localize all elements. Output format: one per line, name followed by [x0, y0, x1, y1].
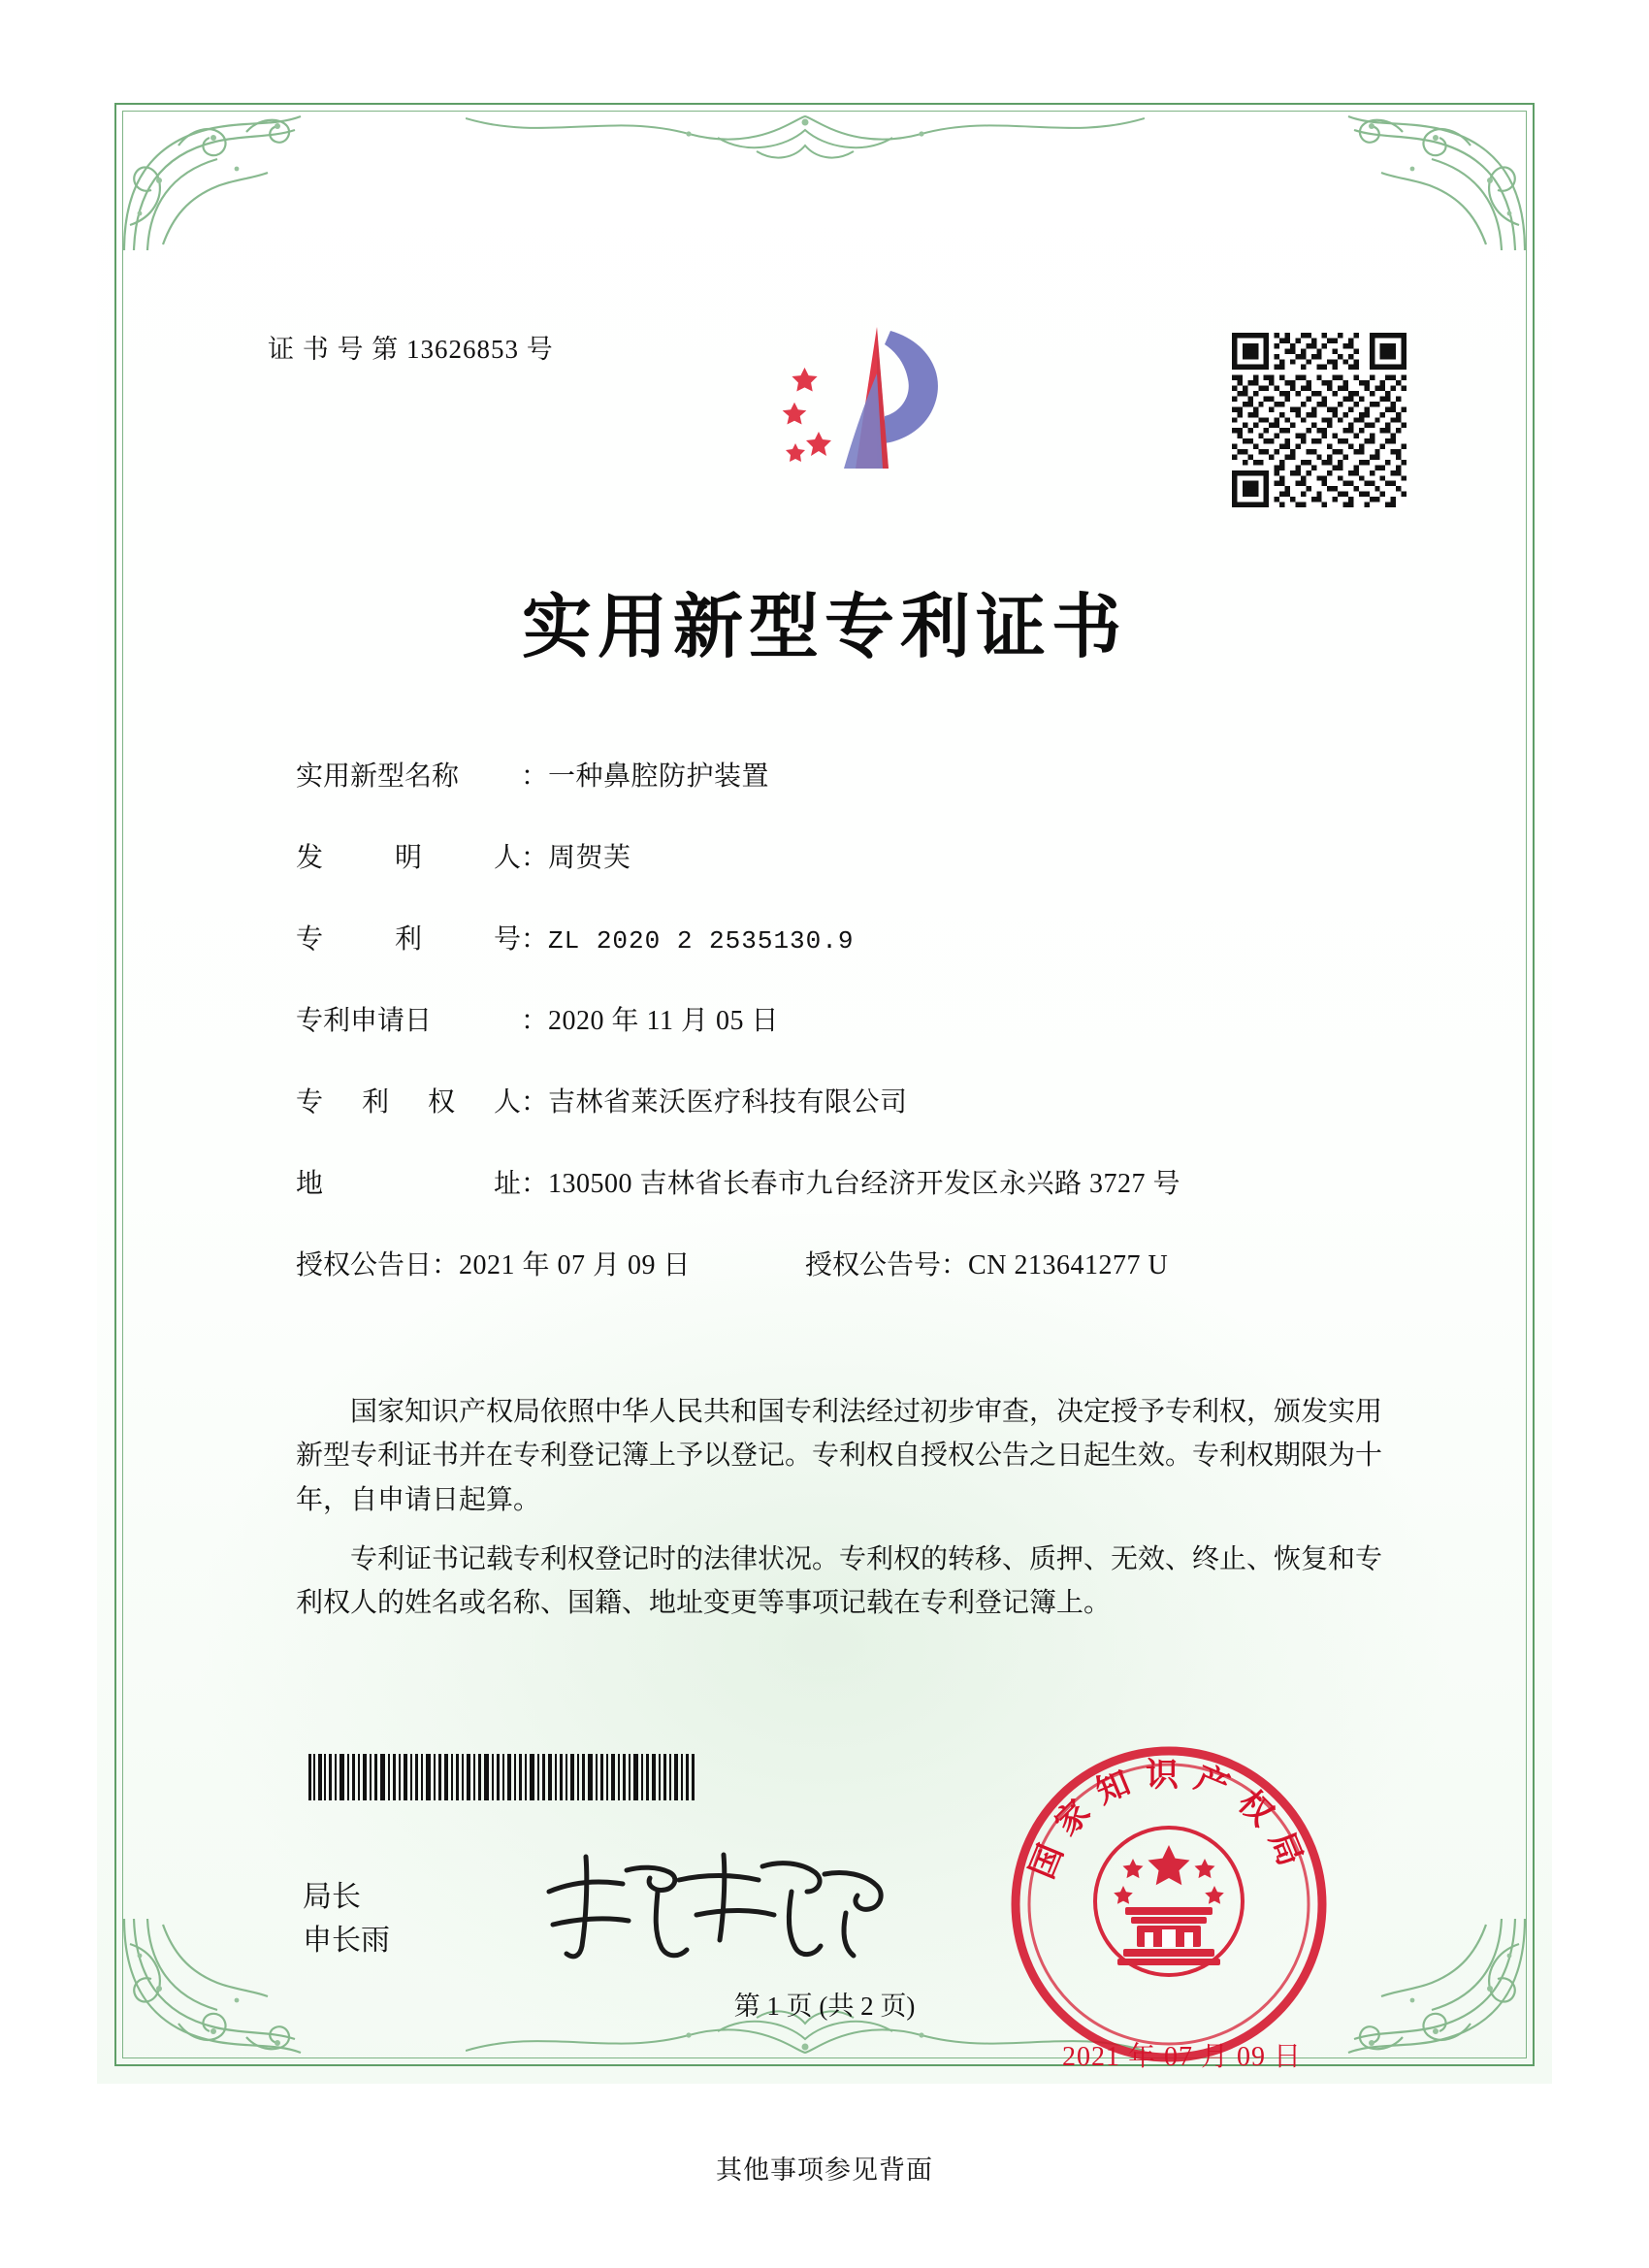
- publication-number-label: 授权公告号：: [805, 1250, 969, 1280]
- field-label: [296, 1162, 521, 1201]
- paragraph-2: 专利证书记载专利权登记时的法律状况。专利权的转移、质押、无效、终止、恢复和专利权人的姓名或名称、国籍、地址变更等事项记载在专利登记簿上。: [296, 1544, 1383, 1619]
- field-address: [296, 1162, 1406, 1201]
- field-inventor: [296, 836, 1406, 875]
- field-separator: ：: [521, 1087, 549, 1118]
- publication-date-value: 2021 年 07 月 09 日: [459, 1250, 692, 1280]
- signature-name: 申长雨: [303, 1925, 390, 1957]
- field-label: [296, 836, 521, 875]
- field-patent-number: [296, 918, 1406, 956]
- label-char: 专: [296, 924, 324, 955]
- page-title: 实用新型专利证书: [521, 585, 1127, 667]
- label-char: 发: [296, 843, 324, 873]
- seal-arc-text: 国家知识产权局: [1022, 1756, 1315, 1885]
- label-char: 明: [394, 843, 422, 873]
- label-char: 地: [296, 1169, 324, 1199]
- field-value-patentee: 吉林省莱沃医疗科技有限公司: [548, 1087, 908, 1118]
- field-value-inventor: 周贺芙: [548, 843, 631, 873]
- field-value-patent-number: ZL 2020 2 2535130.9: [548, 926, 855, 956]
- label-char: 利: [394, 924, 422, 955]
- field-label: [296, 1081, 521, 1119]
- signature-block: [303, 1875, 390, 1962]
- signature-role: 局长: [303, 1881, 361, 1913]
- field-separator: ：: [521, 761, 549, 792]
- field-value-application-date: 2020 年 11 月 05 日: [548, 1006, 779, 1036]
- legal-text: [296, 1390, 1382, 1641]
- below-note: 其他事项参见背面: [716, 2155, 933, 2185]
- barcode-icon: [308, 1754, 696, 1800]
- field-value-utility-model-name: 一种鼻腔防护装置: [548, 761, 770, 792]
- cnipa-logo-icon: [776, 323, 980, 493]
- label-char: 址: [493, 1169, 521, 1199]
- field-publication: [296, 1244, 1406, 1282]
- field-label: [296, 918, 521, 956]
- label-char: 号: [493, 924, 521, 955]
- field-patentee: [296, 1081, 1406, 1119]
- field-value-address: 130500 吉林省长春市九台经济开发区永兴路 3727 号: [548, 1169, 1181, 1199]
- field-separator: ：: [521, 1006, 549, 1036]
- seal-date: 2021 年 07 月 09 日: [1062, 2042, 1303, 2072]
- field-separator: ：: [521, 924, 549, 955]
- qr-code-icon[interactable]: [1232, 333, 1406, 507]
- field-separator: ：: [521, 1169, 549, 1199]
- handwritten-signature-icon: [534, 1831, 892, 1977]
- label-char: 人: [493, 843, 521, 873]
- label-char: 专: [296, 1087, 324, 1118]
- page-indicator: 第 1 页 (共 2 页): [733, 1992, 916, 2021]
- label-char: 人: [493, 1087, 521, 1118]
- field-application-date: [296, 999, 1406, 1038]
- field-utility-model-name: [296, 755, 1406, 794]
- patent-certificate-page: [97, 85, 1552, 2084]
- field-separator: ：: [521, 843, 549, 873]
- certificate-number: 证 书 号 第 13626853 号: [268, 335, 554, 364]
- paragraph-1: 国家知识产权局依照中华人民共和国专利法经过初步审查，决定授予专利权，颁发实用新型专利证书并在专利登记簿上予以登记。专利权自授权公告之日起生效。专利权期限为十年，自申请日起算。: [296, 1397, 1383, 1515]
- label-char: 权: [427, 1087, 455, 1118]
- field-label: 专利申请日: [296, 1006, 433, 1036]
- field-label: 实用新型名称: [296, 761, 460, 792]
- label-char: 利: [361, 1087, 389, 1118]
- field-list: [296, 755, 1406, 1325]
- publication-date-label: 授权公告日：: [296, 1250, 460, 1280]
- publication-number-value: CN 213641277 U: [968, 1250, 1169, 1280]
